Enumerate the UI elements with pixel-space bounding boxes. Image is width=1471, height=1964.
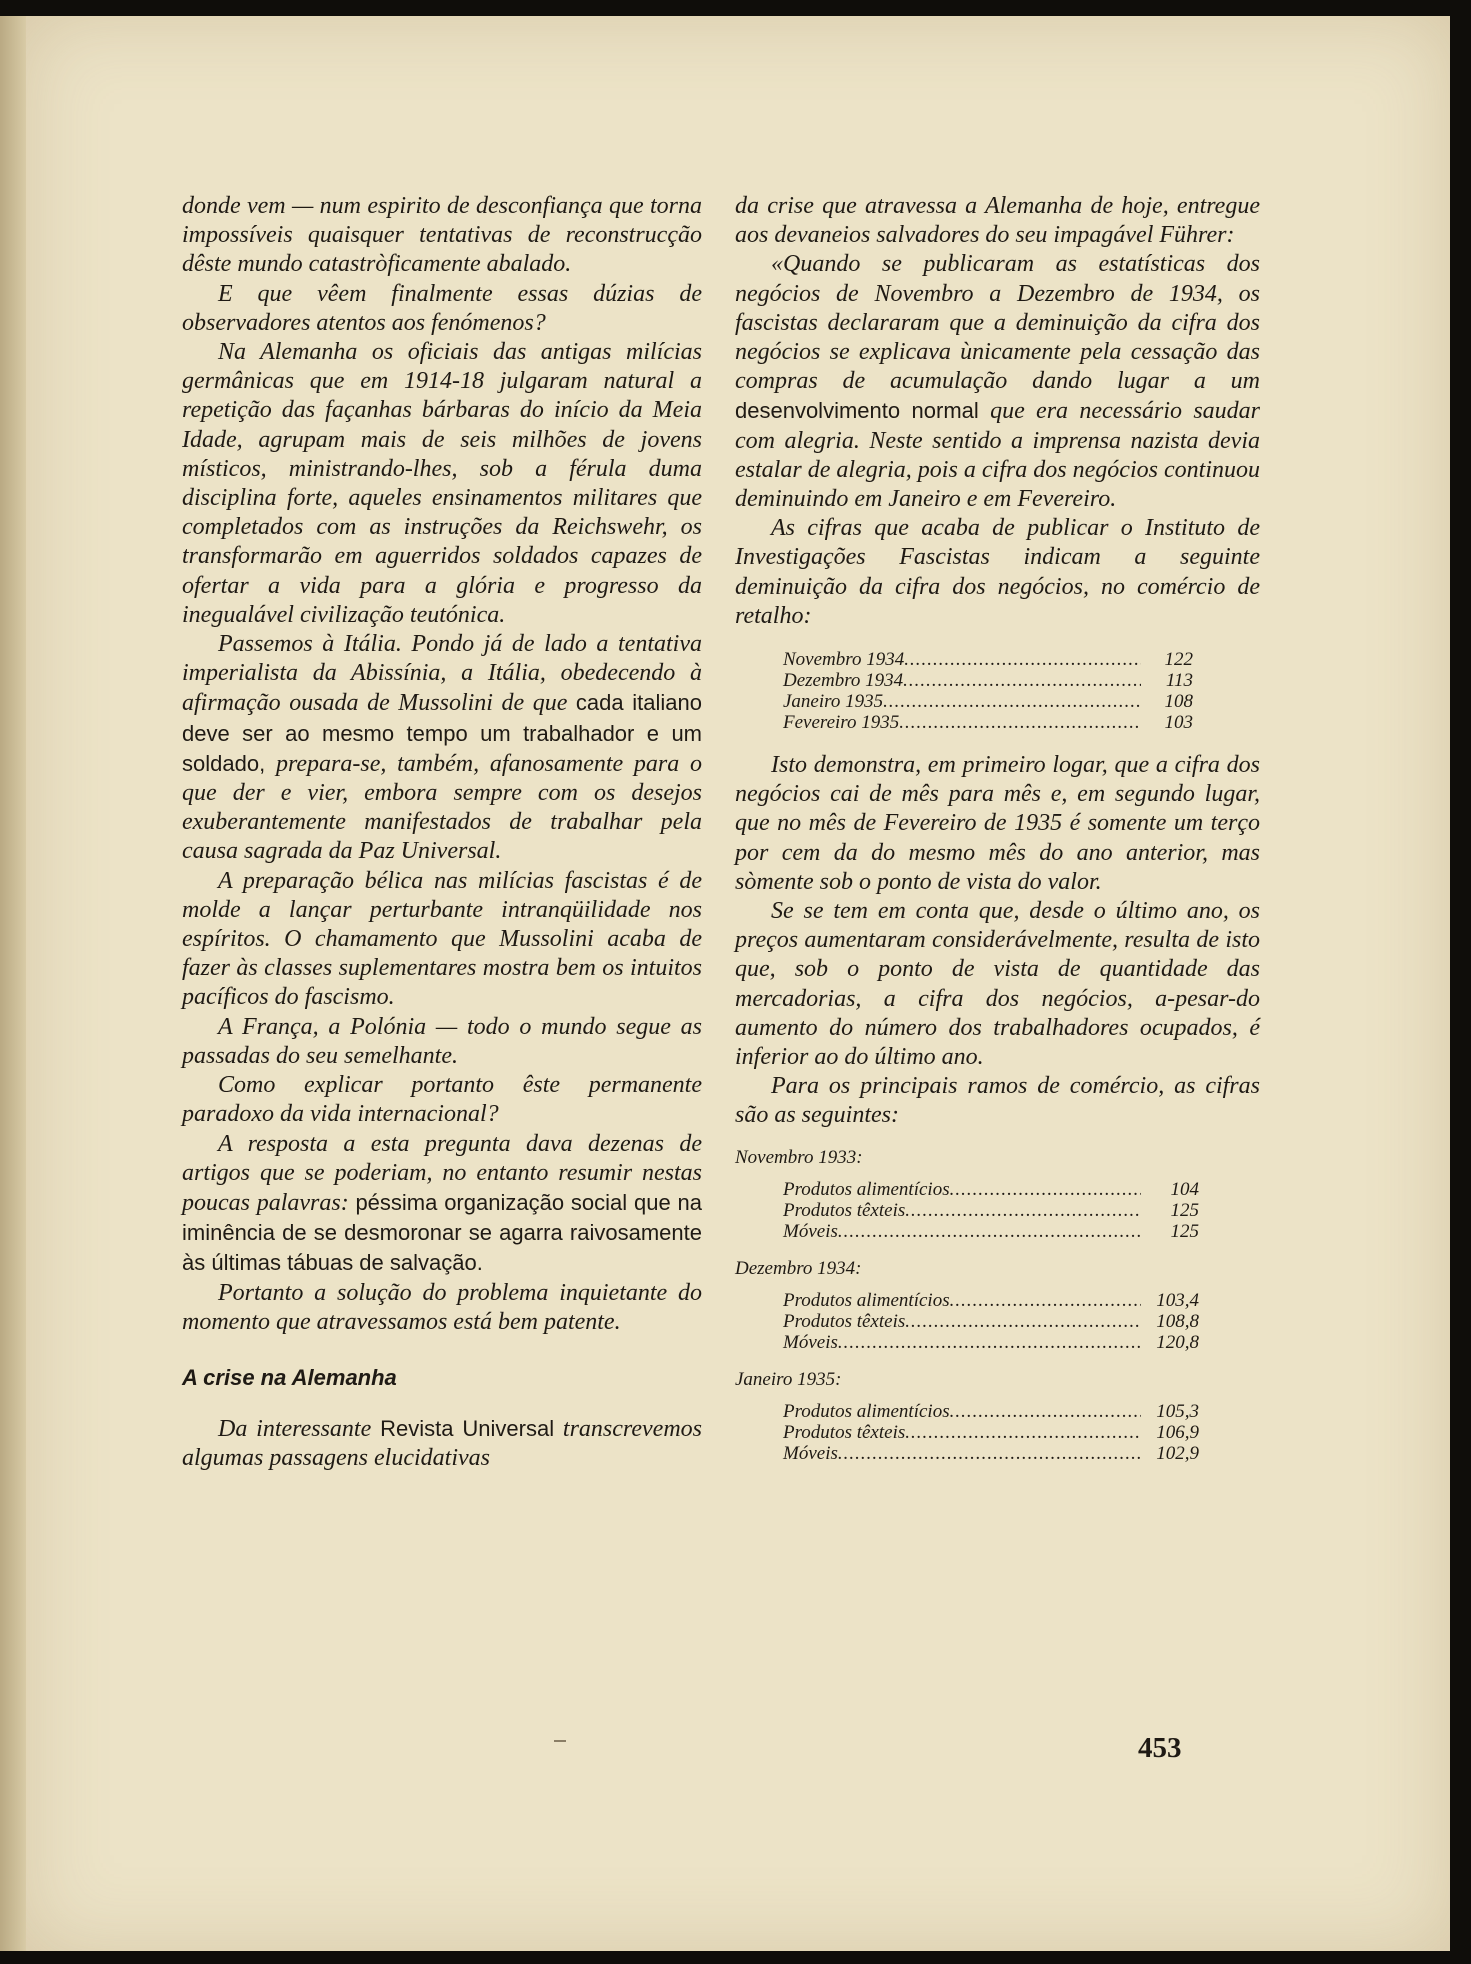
paragraph: A França, a Polónia — todo o mundo segue as passadas do seu semelhante.	[182, 1013, 702, 1069]
paragraph: Se se tem em conta que, desde o último ano, os preços aumentaram considerávelmente, resulta de isto que, sob o ponto de vista de quantidade das mercadorias, a cifra dos negócios, a-pesar-do aumento do número dos trabalhadores ocupados, é inferior ao do último ano.	[735, 898, 1260, 1071]
right-column	[735, 192, 1260, 1474]
table-row	[783, 670, 1193, 691]
paragraph	[182, 1414, 702, 1473]
row-value: 105,3	[1156, 1400, 1199, 1422]
row-label: Fevereiro 1935	[783, 712, 900, 734]
emphasis-text: desenvolvimento normal	[735, 398, 979, 424]
leader-dots	[838, 1443, 1141, 1464]
paragraph: Para os principais ramos de comércio, as cifras são as seguintes:	[735, 1073, 1260, 1129]
paragraph: A preparação bélica nas milícias fascistas é de molde a lançar perturbante intranqüilidade nos espíritos. O chamamento que Mussolini acaba de fazer às classes suplementares mostra bem os intuitos pacíficos do fascismo.	[182, 867, 702, 1011]
text-run: que era necessário saudar com alegria. Neste sentido a imprensa nazista devia estalar de alegria, pois a cifra dos negócios continuou deminuindo em Janeiro e em Fevereiro.	[735, 398, 1260, 513]
text-run: transcrevemos algumas passagens elucidativas	[182, 1416, 703, 1472]
row-label: Produtos têxteis	[783, 1199, 906, 1221]
group-title: Novembro 1933:	[735, 1146, 863, 1168]
text-run: A resposta a esta pregunta dava dezenas de artigos que se poderiam, no entanto resumir nestas poucas palavras:	[182, 1130, 702, 1216]
table-row	[783, 1290, 1199, 1311]
group-title: Janeiro 1935:	[735, 1368, 842, 1390]
leader-dots	[950, 1290, 1141, 1311]
leader-dots	[950, 1401, 1141, 1422]
row-label: Produtos têxteis	[783, 1310, 906, 1332]
table-row	[783, 1179, 1199, 1200]
retail-figures-table	[783, 649, 1193, 733]
paragraph: As cifras que acaba de publicar o Instituto de Investigações Fascistas indicam a seguinte deminuição da cifra dos negócios, no comércio de retalho:	[735, 515, 1260, 629]
row-label: Móveis	[783, 1220, 838, 1242]
row-label: Móveis	[783, 1442, 838, 1464]
leader-dots	[905, 1311, 1141, 1332]
table-row	[783, 1311, 1199, 1332]
paragraph: Isto demonstra, em primeiro logar, que a cifra dos negócios cai de mês para mês e, em segundo lugar, que no mês de Fevereiro de 1935 é somente um terço por cem da do mesmo mês do ano anterior, mas sòmente sob o ponto de vista do valor.	[735, 752, 1260, 895]
quoted-text: cada italiano deve ser ao mesmo tempo um trabalhador e um soldado,	[182, 690, 702, 776]
text-run: prepara-se, também, afanosamente para o que der e vier, embora sempre com os desejos exuberantemente manifestados de trabalhar pela causa sagrada da Paz Universal.	[182, 750, 702, 865]
footer-dash	[554, 1740, 566, 1742]
leader-dots	[883, 691, 1141, 712]
row-value: 122	[1164, 649, 1193, 671]
publication-name: Revista Universal	[380, 1416, 555, 1442]
table-row	[783, 1401, 1199, 1422]
row-label: Produtos alimentícios	[783, 1289, 950, 1311]
row-label: Produtos alimentícios	[783, 1400, 950, 1422]
paragraph	[182, 630, 702, 867]
row-value: 108,8	[1156, 1310, 1199, 1332]
left-column	[182, 192, 702, 1474]
table-row	[783, 1443, 1199, 1464]
leader-dots	[903, 670, 1141, 691]
row-label: Janeiro 1935	[783, 691, 884, 713]
page-number: 453	[1138, 1732, 1182, 1764]
row-value: 125	[1170, 1220, 1199, 1242]
row-value: 102,9	[1156, 1442, 1199, 1464]
table-row	[783, 1200, 1199, 1221]
leader-dots	[838, 1332, 1141, 1353]
row-label: Produtos têxteis	[783, 1421, 906, 1443]
row-value: 104	[1170, 1178, 1199, 1200]
row-value: 103	[1164, 712, 1193, 734]
branch-figures-table	[783, 1290, 1199, 1353]
text-run: Passemos à Itália. Pondo já de lado a tentativa imperialista da Abissínia, a Itália, obedecendo à afirmação ousada de Mussolini de que	[182, 631, 702, 717]
paragraph: Como explicar portanto êste permanente paradoxo da vida internacional?	[182, 1072, 702, 1128]
paragraph	[735, 250, 1260, 514]
row-value: 106,9	[1156, 1421, 1199, 1443]
section-heading: A crise na Alemanha	[182, 1364, 397, 1390]
leader-dots	[950, 1179, 1141, 1200]
row-value: 113	[1165, 670, 1193, 692]
row-label: Novembro 1934	[783, 649, 905, 671]
leader-dots	[905, 1422, 1141, 1443]
leader-dots	[904, 649, 1141, 670]
table-row	[783, 1422, 1199, 1443]
row-label: Dezembro 1934	[783, 670, 904, 692]
paragraph	[182, 1130, 702, 1279]
leader-dots	[899, 712, 1141, 733]
page-spine	[0, 16, 26, 1951]
branch-figures-table	[783, 1179, 1199, 1242]
table-row	[783, 712, 1193, 733]
paragraph: Na Alemanha os oficiais das antigas milícias germânicas que em 1914-18 julgaram natural a repetição das façanhas bárbaras do início da Meia Idade, agrupam mais de seis milhões de jovens místicos, ministrando-lhes, sob a férula duma disciplina forte, aqueles ensinamentos militares que completados com as instruções da Reichswehr, os transformarão em aguerridos soldados capazes de ofertar a vida para a glória e progresso da inegualável civilização teutónica.	[182, 339, 702, 628]
table-row	[783, 691, 1193, 712]
paragraph: donde vem — num espirito de desconfiança que torna impossíveis quaisquer tentativas de reconstrucção dêste mundo catastròficamente abalado.	[182, 193, 702, 278]
paragraph: da crise que atravessa a Alemanha de hoje, entregue aos devaneios salvadores do seu impagável Führer:	[735, 193, 1260, 249]
leader-dots	[838, 1221, 1141, 1242]
text-run: «Quando se publicaram as estatísticas dos negócios de Novembro a Dezembro de 1934, os fascistas declararam que a deminuição da cifra dos negócios se explicava ùnicamente pela cessação das compras de acumulação dando lugar a um	[735, 251, 1260, 395]
row-value: 103,4	[1156, 1289, 1199, 1311]
row-value: 108	[1164, 691, 1193, 713]
paragraph: Portanto a solução do problema inquietante do momento que atravessamos está bem patente.	[182, 1279, 702, 1335]
table-row	[783, 1332, 1199, 1353]
emphasis-text: péssima organização social que na iminência de se desmoronar se agarra raivosamente às últimas tábuas de salvação.	[182, 1189, 702, 1276]
paragraph: E que vêem finalmente essas dúzias de observadores atentos aos fenómenos?	[182, 280, 702, 336]
leader-dots	[905, 1200, 1141, 1221]
group-title: Dezembro 1934:	[735, 1257, 862, 1279]
row-value: 125	[1170, 1199, 1199, 1221]
branch-figures-table	[783, 1401, 1199, 1464]
table-row	[783, 1221, 1199, 1242]
row-label: Móveis	[783, 1331, 838, 1353]
row-value: 120,8	[1156, 1331, 1199, 1353]
table-row	[783, 649, 1193, 670]
row-label: Produtos alimentícios	[783, 1178, 950, 1200]
text-run: Da interessante	[218, 1416, 381, 1443]
